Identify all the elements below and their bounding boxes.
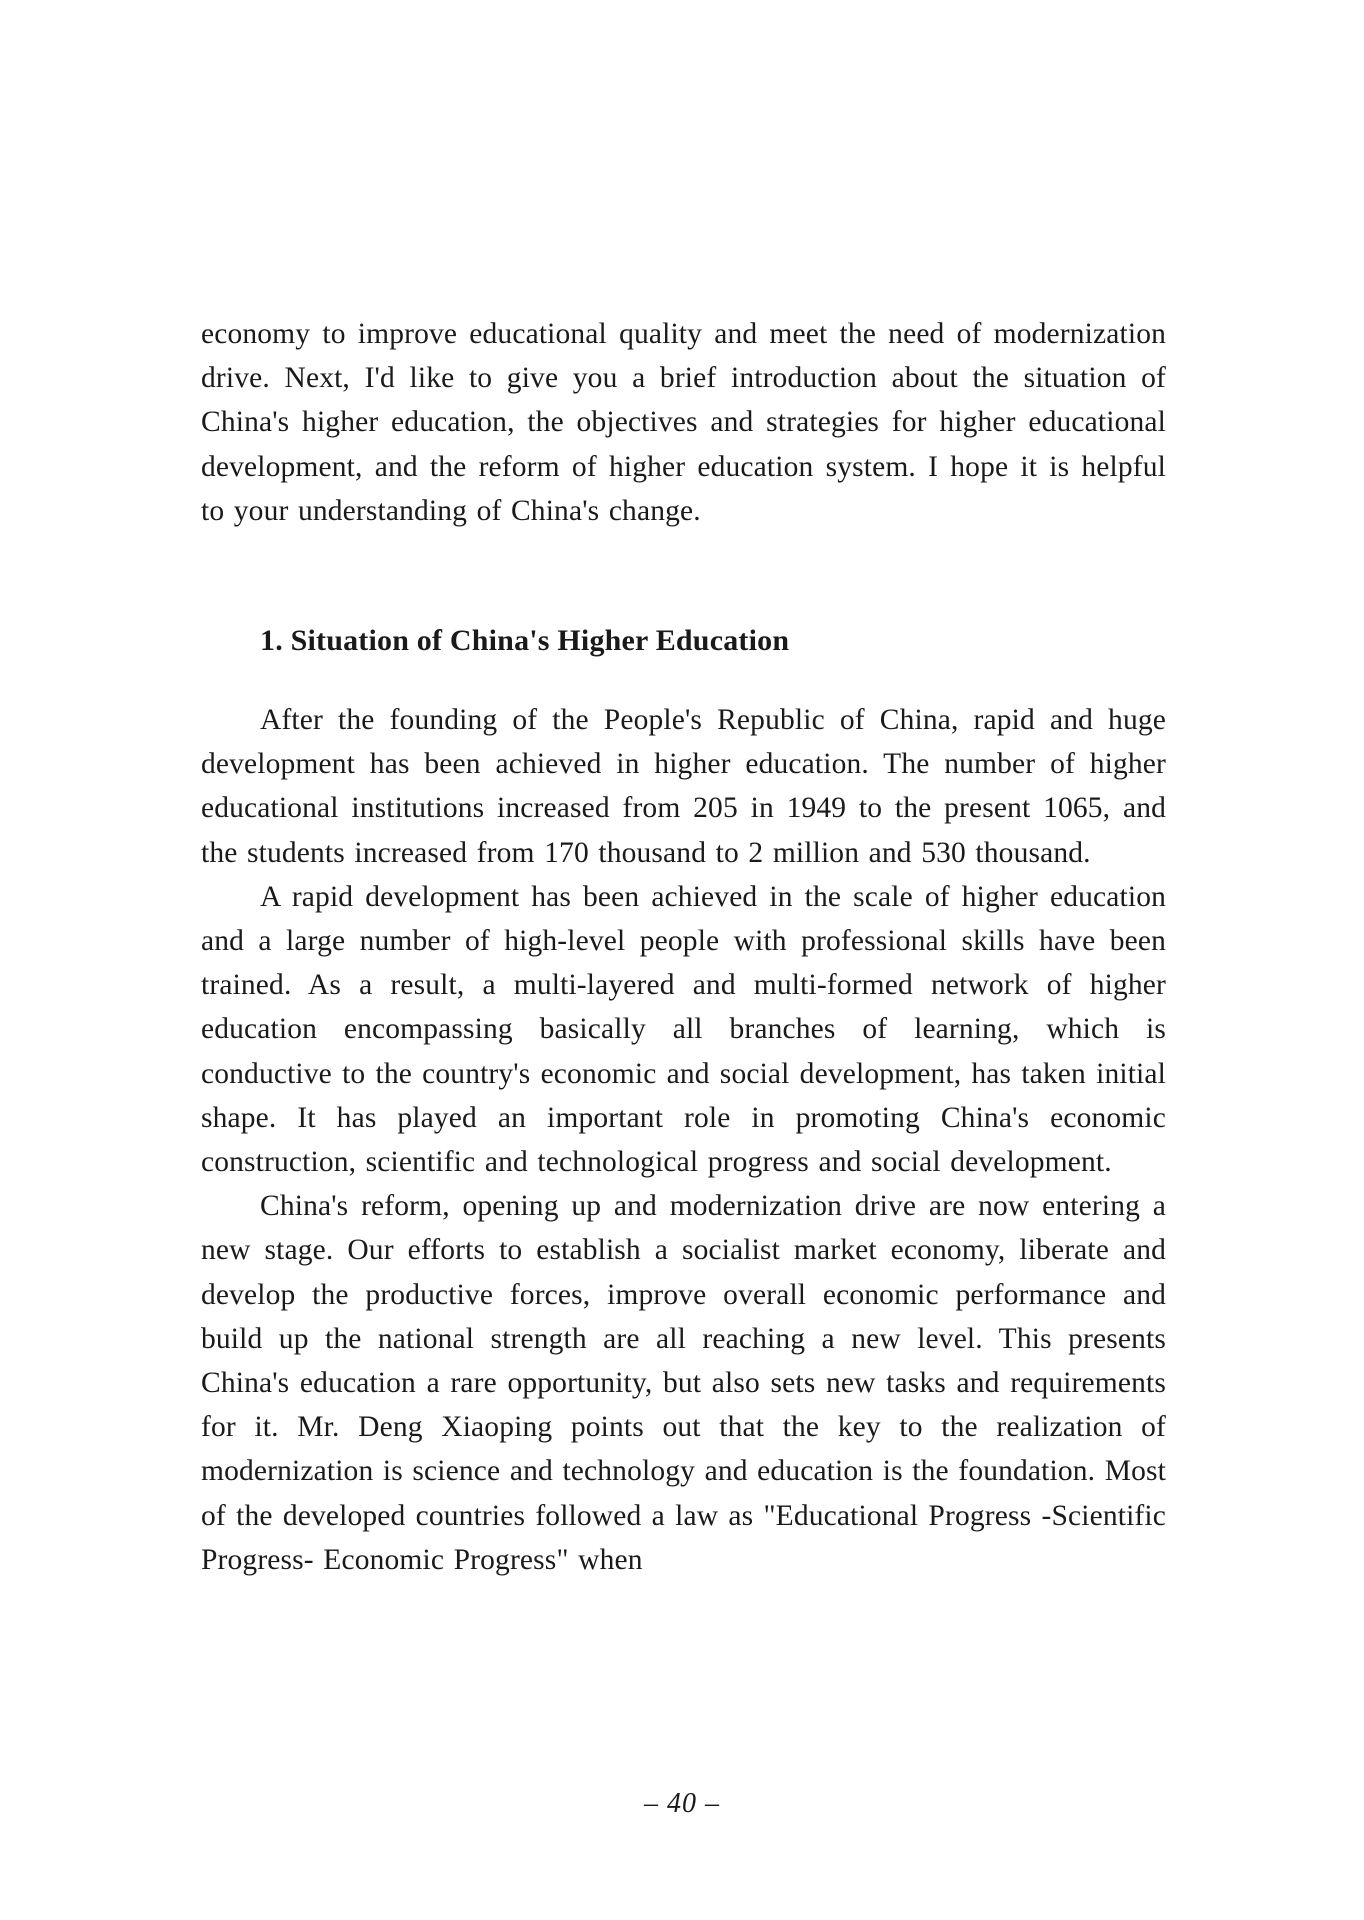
body-paragraph-2: A rapid development has been achieved in the scale of higher education and a large number of high-level people with professional skills have been trained. As a result, a multi-layered and multi-formed network of higher education encompassing basically all branches of learning, which is conductive to the country's economic and social development, has taken initial shape. It has played an important role in promoting China's economic construction, scientific and technological progress and social development.: [201, 880, 1166, 1179]
section-heading: 1. Situation of China's Higher Education: [260, 624, 790, 658]
document-body: [201, 312, 1166, 1582]
intro-paragraph: economy to improve educational quality and meet the need of modernization drive. Next, I'd like to give you a brief introduction about the situation of China's higher education, the objectives and strategies for higher educational development, and the reform of higher education system. I hope it is helpful to your understanding of China's change.: [201, 318, 1166, 527]
page-number: – 40 –: [644, 1788, 720, 1819]
body-paragraph-1: After the founding of the People's Republic of China, rapid and huge development has been achieved in higher education. The number of higher educational institutions increased from 205 in 1949 to the present 1065, and the students increased from 170 thousand to 2 million and 530 thousand.: [201, 704, 1166, 869]
body-paragraph-3: China's reform, opening up and modernization drive are now entering a new stage. Our efforts to establish a socialist market economy, liberate and develop the productive forces, improve overall economic performance and build up the national strength are all reaching a new level. This presents China's education a rare opportunity, but also sets new tasks and requirements for it. Mr. Deng Xiaoping points out that the key to the realization of modernization is science and technology and education is the foundation. Most of the developed countries followed a law as "Educational Progress -Scientific Progress- Economic Progress" when: [201, 1190, 1166, 1576]
